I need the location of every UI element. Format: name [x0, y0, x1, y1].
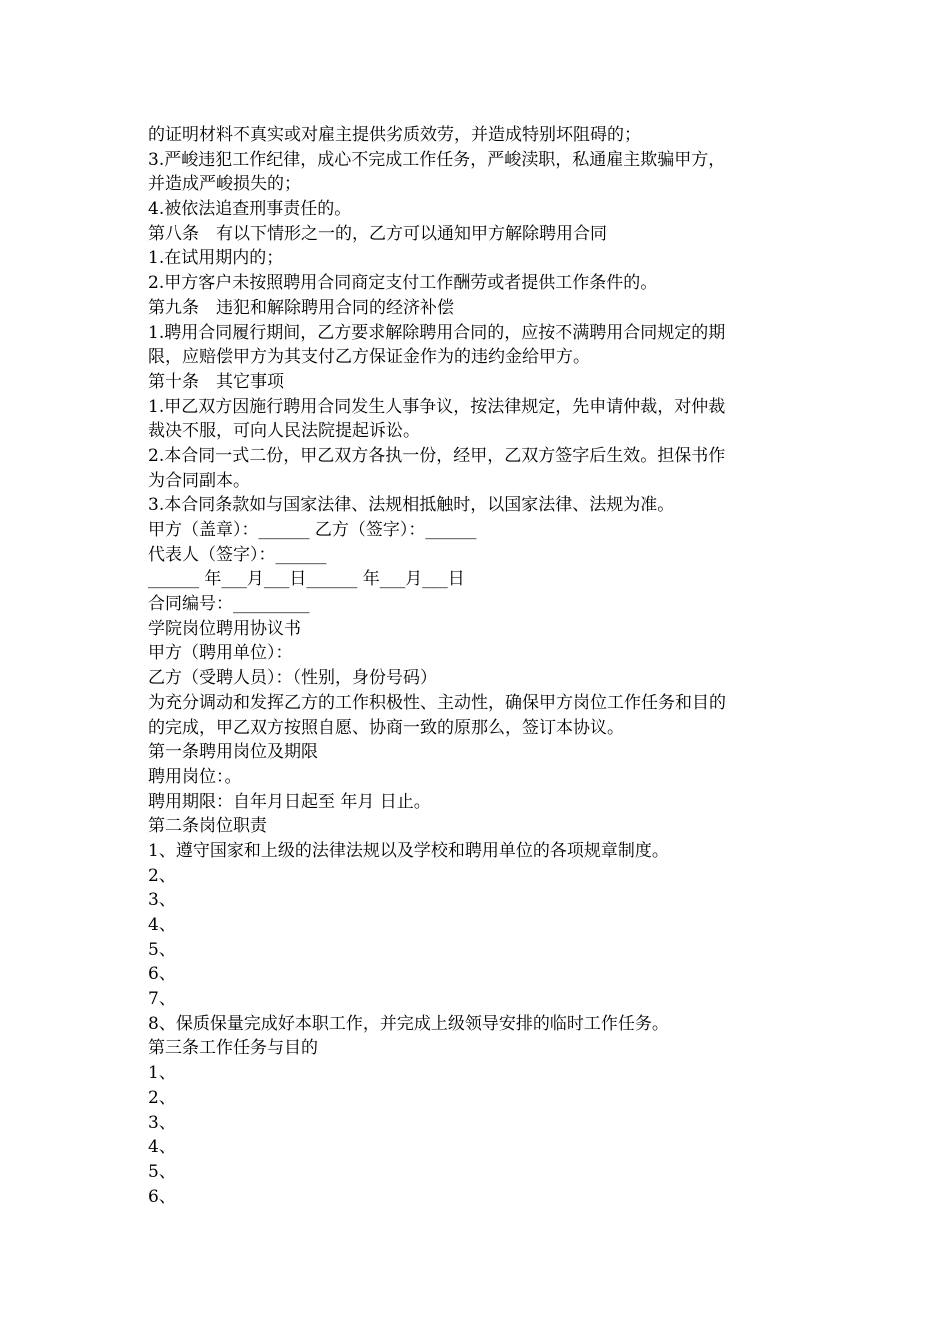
text-line: 4.被依法追查刑事责任的。	[148, 199, 352, 220]
list-item: 6、	[148, 964, 176, 985]
party-a-line: 甲方（聘用单位）：	[148, 643, 293, 664]
text-line: 的完成，甲乙双方按照自愿、协商一致的原那么，签订本协议。	[148, 717, 624, 738]
list-item: 4、	[148, 915, 176, 935]
text-line: 为合同副本。	[148, 470, 250, 491]
section-heading: 第十条 其它事项	[148, 371, 284, 392]
section-heading: 第九条 违犯和解除聘用合同的经济补偿	[148, 297, 454, 318]
text-line: 2.本合同一式二份，甲乙双方各执一份，经甲，乙双方签字后生效。担保书作	[148, 445, 726, 466]
section-heading: 第八条 有以下情形之一的，乙方可以通知甲方解除聘用合同	[148, 223, 607, 244]
signature-line: 代表人（签字）：______	[148, 544, 327, 565]
list-item: 4、	[148, 1137, 176, 1158]
document-body	[148, 123, 808, 1209]
text-line: 2.甲方客户未按照聘用合同商定支付工作酬劳或者提供工作条件的。	[148, 273, 658, 294]
text-line: 限，应赔偿甲方为其支付乙方保证金作为的违约金给甲方。	[148, 347, 590, 368]
list-item: 5、	[148, 1161, 176, 1182]
list-item: 2、	[148, 1087, 176, 1108]
text-line: 为充分调动和发挥乙方的工作积极性、主动性，确保甲方岗位工作任务和目的	[148, 692, 726, 713]
list-item: 1、遵守国家和上级的法律法规以及学校和聘用单位的各项规章制度。	[148, 840, 669, 861]
section-heading: 第三条工作任务与目的	[148, 1038, 318, 1059]
list-item: 5、	[148, 939, 176, 960]
list-item: 3、	[148, 1112, 176, 1133]
text-line: 聘用岗位：。	[148, 766, 242, 787]
signature-line: 甲方（盖章）：______ 乙方（签字）：______	[148, 520, 477, 540]
list-item: 2、	[148, 865, 176, 886]
list-item: 1、	[148, 1063, 176, 1084]
contract-number-line: 合同编号：_________	[148, 594, 310, 615]
document-title: 学院岗位聘用协议书	[148, 618, 301, 639]
text-line: 1.聘用合同履行期间，乙方要求解除聘用合同的，应按不满聘用合同规定的期	[148, 322, 726, 343]
text-line: 并造成严峻损失的；	[148, 174, 301, 195]
text-line: 的证明材料不真实或对雇主提供劣质效劳，并造成特别坏阻碍的；	[148, 125, 641, 145]
text-line: 3.本合同条款如与国家法律、法规相抵触时，以国家法律、法规为准。	[148, 495, 675, 516]
text-line: 3.严峻违犯工作纪律，成心不完成工作任务，严峻渎职，私通雇主欺骗甲方，	[148, 149, 726, 170]
party-b-line: 乙方（受聘人员）：（性别，身份号码）	[148, 668, 437, 689]
list-item: 6、	[148, 1186, 176, 1207]
section-heading: 第一条聘用岗位及期限	[148, 742, 318, 763]
text-line: 1.甲乙双方因施行聘用合同发生人事争议，按法律规定，先申请仲裁，对仲裁	[148, 396, 726, 417]
text-line: 1.在试用期内的；	[148, 248, 284, 269]
list-item: 3、	[148, 890, 176, 911]
text-line: 裁决不服，可向人民法院提起诉讼。	[148, 421, 420, 442]
text-line: 聘用期限：自年月日起至 年月 日止。	[148, 791, 431, 812]
list-item: 8、保质保量完成好本职工作，并完成上级领导安排的临时工作任务。	[148, 1013, 669, 1034]
list-item: 7、	[148, 989, 176, 1010]
section-heading: 第二条岗位职责	[148, 816, 267, 837]
date-line: ______ 年___月___日______ 年___月___日	[148, 569, 465, 590]
